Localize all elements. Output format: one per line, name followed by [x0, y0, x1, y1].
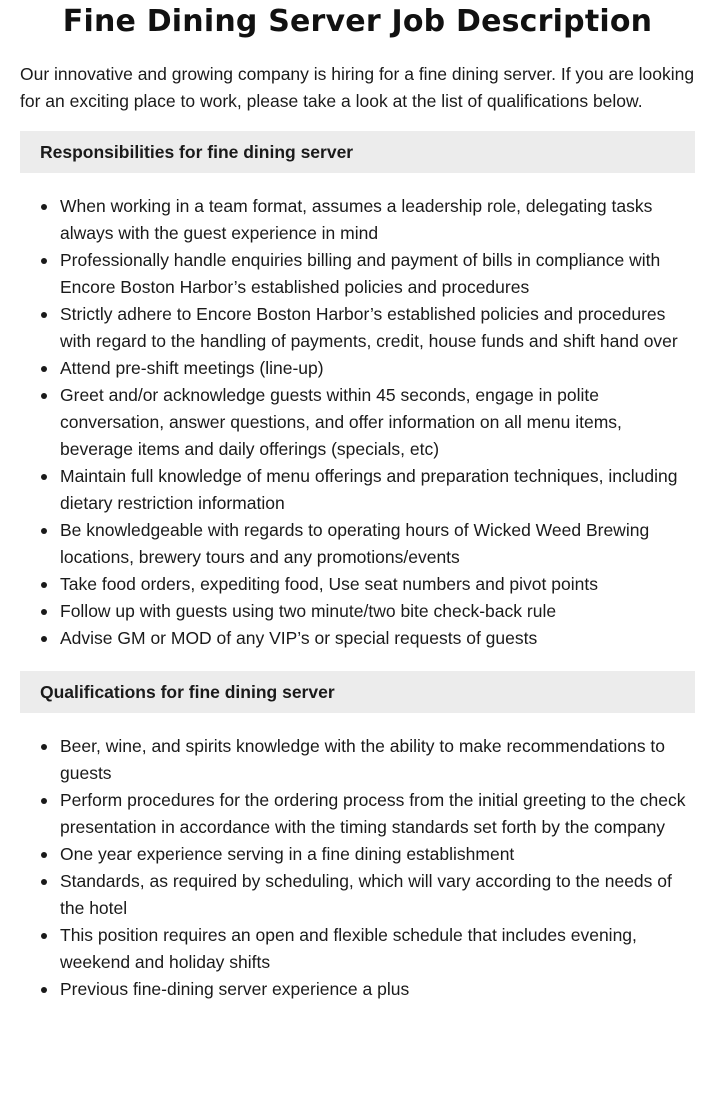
bullet-icon — [41, 366, 47, 372]
list-item-text: Maintain full knowledge of menu offerings and preparation techniques, including dietary restriction information — [60, 466, 678, 513]
list-item — [20, 868, 695, 922]
list-item-text: Follow up with guests using two minute/two bite check-back rule — [60, 601, 557, 621]
bullet-icon — [41, 258, 47, 264]
list-item — [20, 301, 695, 355]
list-item — [20, 922, 695, 976]
list-item-text: Beer, wine, and spirits knowledge with the ability to make recommendations to guests — [60, 736, 666, 783]
intro-paragraph: Our innovative and growing company is hiring for a fine dining server. If you are looking for an exciting place to work, please take a look at the list of qualifications below. — [20, 64, 695, 111]
list-item — [20, 598, 695, 625]
list-item — [20, 733, 695, 787]
list-item-text: One year experience serving in a fine dining establishment — [60, 844, 515, 864]
responsibilities-heading: Responsibilities for fine dining server — [20, 131, 695, 173]
list-item-text: Perform procedures for the ordering process from the initial greeting to the check presentation in accordance with the timing standards set forth by the company — [60, 790, 686, 837]
bullet-icon — [41, 393, 47, 399]
list-item — [20, 976, 695, 1003]
qualifications-heading: Qualifications for fine dining server — [20, 671, 695, 713]
qualifications-list — [20, 733, 695, 1003]
list-item-text: Attend pre-shift meetings (line-up) — [60, 358, 324, 378]
list-item-text: When working in a team format, assumes a leadership role, delegating tasks always with the guest experience in mind — [60, 196, 653, 243]
list-item — [20, 463, 695, 517]
list-item — [20, 571, 695, 598]
list-item-text: Previous fine-dining server experience a plus — [60, 979, 410, 999]
bullet-icon — [41, 933, 47, 939]
responsibilities-list — [20, 193, 695, 652]
bullet-icon — [41, 636, 47, 642]
page-title: Fine Dining Server Job Description — [62, 4, 653, 39]
list-item-text: Be knowledgeable with regards to operating hours of Wicked Weed Brewing locations, brewery tours and any promotions/events — [60, 520, 650, 567]
list-item — [20, 517, 695, 571]
list-item — [20, 787, 695, 841]
list-item-text: Strictly adhere to Encore Boston Harbor’s established policies and procedures with regard to the handling of payments, credit, house funds and shift hand over — [60, 304, 678, 351]
bullet-icon — [41, 744, 47, 750]
bullet-icon — [41, 798, 47, 804]
list-item — [20, 382, 695, 463]
list-item — [20, 625, 695, 652]
list-item-text: Advise GM or MOD of any VIP’s or special requests of guests — [60, 628, 538, 648]
list-item-text: Greet and/or acknowledge guests within 45 seconds, engage in polite conversation, answer questions, and offer information on all menu items, beverage items and daily offerings (specials, etc) — [60, 385, 622, 459]
bullet-icon — [41, 987, 47, 993]
list-item — [20, 841, 695, 868]
list-item-text: Professionally handle enquiries billing and payment of bills in compliance with Encore Boston Harbor’s established policies and procedures — [60, 250, 661, 297]
bullet-icon — [41, 528, 47, 534]
list-item-text: Take food orders, expediting food, Use seat numbers and pivot points — [60, 574, 598, 594]
list-item-text: Standards, as required by scheduling, which will vary according to the needs of the hotel — [60, 871, 672, 918]
list-item — [20, 247, 695, 301]
bullet-icon — [41, 474, 47, 480]
bullet-icon — [41, 204, 47, 210]
bullet-icon — [41, 879, 47, 885]
list-item — [20, 193, 695, 247]
bullet-icon — [41, 312, 47, 318]
bullet-icon — [41, 582, 47, 588]
list-item-text: This position requires an open and flexible schedule that includes evening, weekend and holiday shifts — [60, 925, 637, 972]
bullet-icon — [41, 852, 47, 858]
bullet-icon — [41, 609, 47, 615]
list-item — [20, 355, 695, 382]
